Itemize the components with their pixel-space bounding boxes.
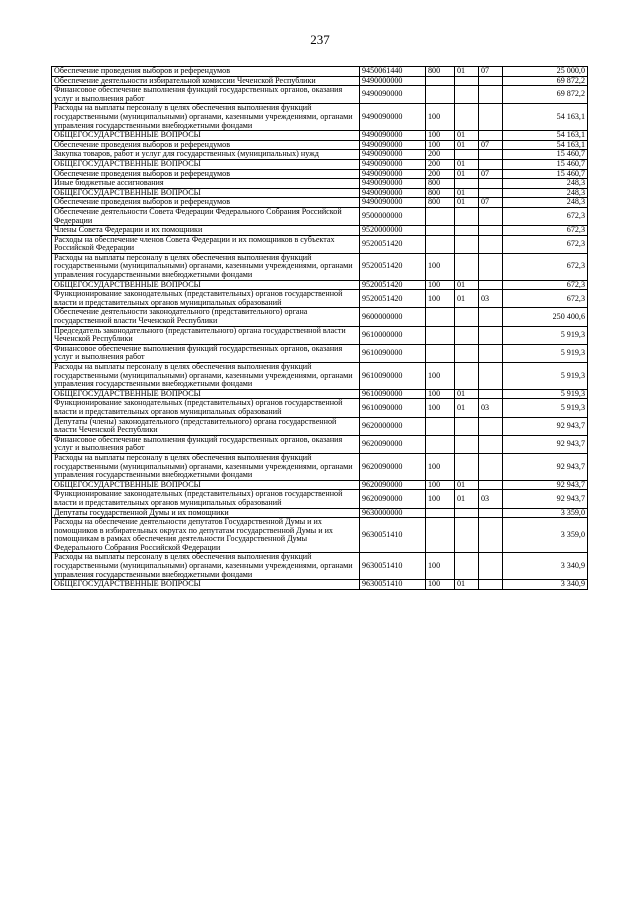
row-rz-code xyxy=(455,508,479,518)
table-row xyxy=(52,518,588,553)
row-rz-code xyxy=(455,86,479,104)
table-row xyxy=(52,226,588,236)
row-csr-code: 9630000000 xyxy=(360,508,426,518)
table-row xyxy=(52,86,588,104)
row-name: Обеспечение проведения выборов и референдумов xyxy=(52,140,360,150)
row-sum: 15 460,7 xyxy=(503,150,588,160)
row-vr-code xyxy=(426,344,455,362)
row-sum: 54 163,1 xyxy=(503,104,588,131)
row-rz-code xyxy=(455,518,479,553)
table-row xyxy=(52,553,588,580)
row-vr-code xyxy=(426,235,455,253)
row-sum: 672,3 xyxy=(503,280,588,290)
row-pr-code xyxy=(479,150,503,160)
row-name: Расходы на выплаты персоналу в целях обеспечения выполнения функций государственными (муниципальными) органами, казенными учреждениями, органами управления государственными внебюджетными фондами xyxy=(52,453,360,480)
table-row xyxy=(52,104,588,131)
row-name: ОБЩЕГОСУДАРСТВЕННЫЕ ВОПРОСЫ xyxy=(52,131,360,141)
row-sum: 248,3 xyxy=(503,198,588,208)
row-name: Функционирование законодательных (представительных) органов государственной власти и представительных органов муниципальных образований xyxy=(52,399,360,417)
row-csr-code: 9520051420 xyxy=(360,235,426,253)
row-pr-code xyxy=(479,389,503,399)
table-row xyxy=(52,131,588,141)
table-row xyxy=(52,207,588,225)
row-name: Расходы на выплаты персоналу в целях обеспечения выполнения функций государственными (муниципальными) органами, казенными учреждениями, органами управления государственными внебюджетными фондами xyxy=(52,104,360,131)
row-name: Обеспечение деятельности Совета Федерации Федерального Собрания Российской Федерации xyxy=(52,207,360,225)
row-rz-code: 01 xyxy=(455,389,479,399)
row-name: Обеспечение деятельности законодательного (представительного) органа государственной власти Чеченской Республики xyxy=(52,308,360,326)
row-rz-code xyxy=(455,435,479,453)
row-rz-code: 01 xyxy=(455,188,479,198)
row-csr-code: 9630051410 xyxy=(360,580,426,590)
row-pr-code: 07 xyxy=(479,169,503,179)
table-row xyxy=(52,140,588,150)
table-row xyxy=(52,389,588,399)
row-rz-code: 01 xyxy=(455,290,479,308)
row-csr-code: 9490090000 xyxy=(360,104,426,131)
row-vr-code: 100 xyxy=(426,490,455,508)
row-vr-code xyxy=(426,417,455,435)
row-csr-code: 9630051410 xyxy=(360,518,426,553)
row-vr-code: 100 xyxy=(426,363,455,390)
row-csr-code: 9610000000 xyxy=(360,326,426,344)
row-pr-code xyxy=(479,417,503,435)
row-rz-code xyxy=(455,226,479,236)
row-rz-code: 01 xyxy=(455,490,479,508)
row-pr-code: 07 xyxy=(479,67,503,77)
row-rz-code xyxy=(455,308,479,326)
table-row xyxy=(52,308,588,326)
row-vr-code: 100 xyxy=(426,389,455,399)
row-csr-code: 9620090000 xyxy=(360,490,426,508)
row-sum: 5 919,3 xyxy=(503,389,588,399)
row-pr-code xyxy=(479,326,503,344)
row-sum: 54 163,1 xyxy=(503,131,588,141)
row-csr-code: 9600000000 xyxy=(360,308,426,326)
row-sum: 92 943,7 xyxy=(503,453,588,480)
row-vr-code: 100 xyxy=(426,104,455,131)
row-name: Иные бюджетные ассигнования xyxy=(52,179,360,189)
row-rz-code: 01 xyxy=(455,131,479,141)
row-rz-code: 01 xyxy=(455,580,479,590)
row-csr-code: 9620090000 xyxy=(360,453,426,480)
row-csr-code: 9490090000 xyxy=(360,86,426,104)
row-csr-code: 9500000000 xyxy=(360,207,426,225)
table-row xyxy=(52,169,588,179)
table-row xyxy=(52,159,588,169)
row-sum: 3 359,0 xyxy=(503,508,588,518)
row-rz-code: 01 xyxy=(455,67,479,77)
row-sum: 92 943,7 xyxy=(503,490,588,508)
row-rz-code xyxy=(455,417,479,435)
row-csr-code: 9450061440 xyxy=(360,67,426,77)
row-csr-code: 9490090000 xyxy=(360,198,426,208)
row-sum: 15 460,7 xyxy=(503,159,588,169)
row-rz-code xyxy=(455,76,479,86)
row-rz-code: 01 xyxy=(455,140,479,150)
row-name: Расходы на обеспечение деятельности депутатов Государственной Думы и их помощников в избирательных округах по депутатам государственной Думы и их помощникам в рамках обеспечения деятельности Государственной Думы Федерального Собрания Российской Федерации xyxy=(52,518,360,553)
row-csr-code: 9620090000 xyxy=(360,480,426,490)
row-csr-code: 9490000000 xyxy=(360,76,426,86)
row-vr-code xyxy=(426,207,455,225)
row-pr-code xyxy=(479,131,503,141)
row-vr-code xyxy=(426,308,455,326)
row-csr-code: 9610090000 xyxy=(360,363,426,390)
row-name: Обеспечение деятельности избирательной комиссии Чеченской Республики xyxy=(52,76,360,86)
row-csr-code: 9620090000 xyxy=(360,435,426,453)
row-name: ОБЩЕГОСУДАРСТВЕННЫЕ ВОПРОСЫ xyxy=(52,580,360,590)
row-vr-code: 100 xyxy=(426,580,455,590)
row-pr-code: 07 xyxy=(479,140,503,150)
row-pr-code xyxy=(479,207,503,225)
row-pr-code xyxy=(479,344,503,362)
row-sum: 672,3 xyxy=(503,226,588,236)
row-rz-code xyxy=(455,363,479,390)
row-pr-code xyxy=(479,179,503,189)
table-row xyxy=(52,76,588,86)
table-row xyxy=(52,399,588,417)
row-name: Обеспечение проведения выборов и референдумов xyxy=(52,169,360,179)
row-pr-code xyxy=(479,308,503,326)
row-sum: 5 919,3 xyxy=(503,344,588,362)
row-vr-code: 100 xyxy=(426,399,455,417)
row-name: Функционирование законодательных (представительных) органов государственной власти и представительных органов муниципальных образований xyxy=(52,290,360,308)
row-pr-code: 07 xyxy=(479,198,503,208)
table-row xyxy=(52,150,588,160)
row-sum: 672,3 xyxy=(503,253,588,280)
table-row xyxy=(52,235,588,253)
row-vr-code xyxy=(426,76,455,86)
row-csr-code: 9490090000 xyxy=(360,179,426,189)
row-name: Расходы на выплаты персоналу в целях обеспечения выполнения функций государственными (муниципальными) органами, казенными учреждениями, органами управления государственными внебюджетными фондами xyxy=(52,253,360,280)
row-pr-code xyxy=(479,86,503,104)
row-rz-code: 01 xyxy=(455,169,479,179)
row-sum: 69 872,2 xyxy=(503,86,588,104)
row-vr-code xyxy=(426,86,455,104)
table-row xyxy=(52,179,588,189)
row-vr-code xyxy=(426,435,455,453)
row-csr-code: 9490090000 xyxy=(360,131,426,141)
row-csr-code: 9490090000 xyxy=(360,169,426,179)
row-name: Финансовое обеспечение выполнения функций государственных органов, оказания услуг и выполнения работ xyxy=(52,86,360,104)
row-pr-code xyxy=(479,280,503,290)
row-vr-code: 100 xyxy=(426,290,455,308)
table-row xyxy=(52,363,588,390)
row-vr-code: 800 xyxy=(426,179,455,189)
row-name: Расходы на выплаты персоналу в целях обеспечения выполнения функций государственными (муниципальными) органами, казенными учреждениями, органами управления государственными внебюджетными фондами xyxy=(52,363,360,390)
row-sum: 672,3 xyxy=(503,235,588,253)
row-csr-code: 9610090000 xyxy=(360,399,426,417)
row-sum: 3 359,0 xyxy=(503,518,588,553)
row-rz-code: 01 xyxy=(455,280,479,290)
budget-table xyxy=(51,66,588,590)
row-vr-code: 100 xyxy=(426,280,455,290)
table-row xyxy=(52,188,588,198)
table-row xyxy=(52,253,588,280)
row-vr-code: 800 xyxy=(426,198,455,208)
row-vr-code xyxy=(426,226,455,236)
row-sum: 3 340,9 xyxy=(503,553,588,580)
table-row xyxy=(52,290,588,308)
row-pr-code xyxy=(479,159,503,169)
row-name: Обеспечение проведения выборов и референдумов xyxy=(52,198,360,208)
row-csr-code: 9490090000 xyxy=(360,150,426,160)
row-name: Финансовое обеспечение выполнения функций государственных органов, оказания услуг и выполнения работ xyxy=(52,435,360,453)
row-rz-code: 01 xyxy=(455,399,479,417)
row-pr-code xyxy=(479,226,503,236)
row-name: Обеспечение проведения выборов и референдумов xyxy=(52,67,360,77)
row-name: ОБЩЕГОСУДАРСТВЕННЫЕ ВОПРОСЫ xyxy=(52,389,360,399)
row-pr-code xyxy=(479,580,503,590)
row-name: Финансовое обеспечение выполнения функций государственных органов, оказания услуг и выполнения работ xyxy=(52,344,360,362)
row-vr-code: 100 xyxy=(426,553,455,580)
row-name: Председатель законодательного (представительного) органа государственной власти Чеченской Республики xyxy=(52,326,360,344)
row-sum: 92 943,7 xyxy=(503,435,588,453)
row-pr-code xyxy=(479,76,503,86)
row-name: Депутаты государственной Думы и их помощники xyxy=(52,508,360,518)
row-vr-code: 100 xyxy=(426,131,455,141)
row-vr-code: 100 xyxy=(426,140,455,150)
table-row xyxy=(52,453,588,480)
row-sum: 5 919,3 xyxy=(503,363,588,390)
row-sum: 54 163,1 xyxy=(503,140,588,150)
row-csr-code: 9610090000 xyxy=(360,344,426,362)
row-csr-code: 9520051420 xyxy=(360,253,426,280)
row-rz-code xyxy=(455,235,479,253)
row-rz-code: 01 xyxy=(455,159,479,169)
row-csr-code: 9620000000 xyxy=(360,417,426,435)
table-row xyxy=(52,580,588,590)
row-name: ОБЩЕГОСУДАРСТВЕННЫЕ ВОПРОСЫ xyxy=(52,188,360,198)
row-name: Расходы на выплаты персоналу в целях обеспечения выполнения функций государственными (муниципальными) органами, казенными учреждениями, органами управления государственными внебюджетными фондами xyxy=(52,553,360,580)
row-pr-code: 03 xyxy=(479,399,503,417)
row-pr-code xyxy=(479,363,503,390)
row-sum: 248,3 xyxy=(503,188,588,198)
table-row xyxy=(52,490,588,508)
row-pr-code xyxy=(479,104,503,131)
row-vr-code: 100 xyxy=(426,253,455,280)
row-csr-code: 9520051420 xyxy=(360,280,426,290)
row-csr-code: 9630051410 xyxy=(360,553,426,580)
row-name: Закупка товаров, работ и услуг для государственных (муниципальных) нужд xyxy=(52,150,360,160)
row-pr-code: 03 xyxy=(479,490,503,508)
row-name: Расходы на обеспечение членов Совета Федерации и их помощников в субъектах Российской Федерации xyxy=(52,235,360,253)
row-csr-code: 9610090000 xyxy=(360,389,426,399)
row-sum: 25 000,0 xyxy=(503,67,588,77)
row-sum: 92 943,7 xyxy=(503,417,588,435)
row-rz-code xyxy=(455,207,479,225)
row-rz-code xyxy=(455,104,479,131)
row-sum: 672,3 xyxy=(503,290,588,308)
row-csr-code: 9490090000 xyxy=(360,140,426,150)
table-row xyxy=(52,67,588,77)
row-sum: 248,3 xyxy=(503,179,588,189)
row-vr-code xyxy=(426,326,455,344)
row-vr-code: 100 xyxy=(426,453,455,480)
row-pr-code xyxy=(479,188,503,198)
row-sum: 3 340,9 xyxy=(503,580,588,590)
row-rz-code xyxy=(455,453,479,480)
row-name: Функционирование законодательных (представительных) органов государственной власти и представительных органов муниципальных образований xyxy=(52,490,360,508)
table-row xyxy=(52,417,588,435)
table-row xyxy=(52,198,588,208)
row-pr-code xyxy=(479,235,503,253)
row-rz-code xyxy=(455,553,479,580)
row-pr-code xyxy=(479,435,503,453)
table-row xyxy=(52,280,588,290)
row-pr-code xyxy=(479,518,503,553)
table-row xyxy=(52,435,588,453)
row-sum: 672,3 xyxy=(503,207,588,225)
row-sum: 69 872,2 xyxy=(503,76,588,86)
row-vr-code: 200 xyxy=(426,150,455,160)
row-vr-code xyxy=(426,508,455,518)
row-sum: 5 919,3 xyxy=(503,399,588,417)
row-rz-code: 01 xyxy=(455,198,479,208)
row-sum: 250 400,6 xyxy=(503,308,588,326)
row-pr-code xyxy=(479,253,503,280)
row-rz-code xyxy=(455,150,479,160)
row-pr-code xyxy=(479,453,503,480)
row-rz-code: 01 xyxy=(455,480,479,490)
row-rz-code xyxy=(455,326,479,344)
row-pr-code: 03 xyxy=(479,290,503,308)
row-name: Члены Совета Федерации и их помощники xyxy=(52,226,360,236)
table-row xyxy=(52,508,588,518)
row-name: ОБЩЕГОСУДАРСТВЕННЫЕ ВОПРОСЫ xyxy=(52,280,360,290)
row-vr-code xyxy=(426,518,455,553)
row-vr-code: 100 xyxy=(426,480,455,490)
row-rz-code xyxy=(455,344,479,362)
page-number: 237 xyxy=(310,32,330,47)
row-pr-code xyxy=(479,508,503,518)
row-name: Депутаты (члены) законодательного (представительного) органа государственной власти Чеченской Республики xyxy=(52,417,360,435)
table-row xyxy=(52,344,588,362)
row-csr-code: 9520051420 xyxy=(360,290,426,308)
row-sum: 15 460,7 xyxy=(503,169,588,179)
row-vr-code: 200 xyxy=(426,159,455,169)
row-vr-code: 800 xyxy=(426,188,455,198)
table-row xyxy=(52,480,588,490)
row-sum: 92 943,7 xyxy=(503,480,588,490)
row-rz-code xyxy=(455,253,479,280)
row-csr-code: 9490090000 xyxy=(360,188,426,198)
row-pr-code xyxy=(479,480,503,490)
row-vr-code: 800 xyxy=(426,67,455,77)
row-sum: 5 919,3 xyxy=(503,326,588,344)
table-row xyxy=(52,326,588,344)
row-rz-code xyxy=(455,179,479,189)
row-name: ОБЩЕГОСУДАРСТВЕННЫЕ ВОПРОСЫ xyxy=(52,480,360,490)
row-name: ОБЩЕГОСУДАРСТВЕННЫЕ ВОПРОСЫ xyxy=(52,159,360,169)
row-csr-code: 9520000000 xyxy=(360,226,426,236)
row-csr-code: 9490090000 xyxy=(360,159,426,169)
budget-table-body xyxy=(52,67,588,590)
row-vr-code: 200 xyxy=(426,169,455,179)
row-pr-code xyxy=(479,553,503,580)
